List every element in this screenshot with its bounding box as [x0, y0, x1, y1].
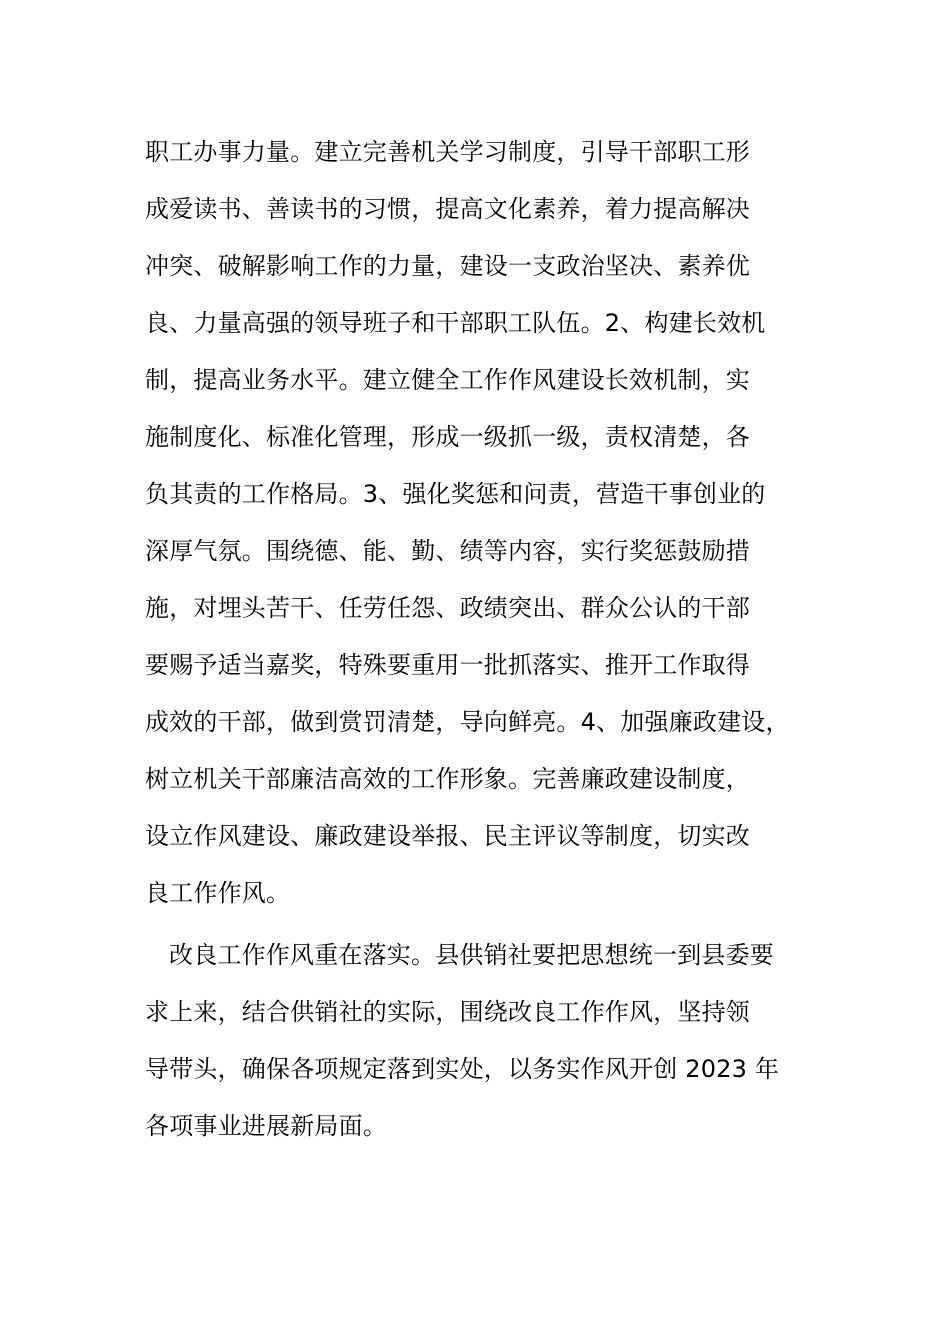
text-line: 冲突、破解影响工作的力量，建设一支政治坚决、素养优: [145, 252, 750, 280]
text-line: 施制度化、标准化管理，形成一级抓一级，责权清楚，各: [145, 423, 750, 451]
text-line: 职工办事力量。建立完善机关学习制度，引导干部职工形: [145, 138, 750, 166]
text-line: 良、力量高强的领导班子和干部职工队伍。2、构建长效机: [145, 309, 766, 337]
text-line: 要赐予适当嘉奖，特殊要重用一批抓落实、推开工作取得: [145, 651, 750, 679]
text-line: 制，提高业务水平。建立健全工作作风建设长效机制，实: [145, 366, 750, 394]
text-line: 良工作作风。: [145, 879, 291, 907]
text-line: 深厚气氛。围绕德、能、勤、绩等内容，实行奖惩鼓励措: [145, 537, 750, 565]
text-line: 成爱读书、善读书的习惯，提高文化素养，着力提高解决: [145, 195, 750, 223]
text-line: 树立机关干部廉洁高效的工作形象。完善廉政建设制度，: [145, 765, 750, 793]
text-line: 各项事业进展新局面。: [145, 1112, 387, 1140]
document-body: [145, 128, 825, 1159]
text-line: 负其责的工作格局。3、强化奖惩和问责，营造干事创业的: [145, 480, 766, 508]
text-line: 导带头，确保各项规定落到实处，以务实作风开创 2023 年: [145, 1055, 780, 1083]
text-line: 施，对埋头苦干、任劳任怨、政绩突出、群众公认的干部: [145, 594, 750, 622]
text-line: 求上来，结合供销社的实际，围绕改良工作作风，坚持领: [145, 998, 750, 1026]
text-line: 成效的干部，做到赏罚清楚，导向鲜亮。4、加强廉政建设，: [145, 708, 790, 736]
text-line: 设立作风建设、廉政建设举报、民主评议等制度，切实改: [145, 822, 750, 850]
text-line: 改良工作作风重在落实。县供销社要把思想统一到县委要: [169, 941, 774, 969]
